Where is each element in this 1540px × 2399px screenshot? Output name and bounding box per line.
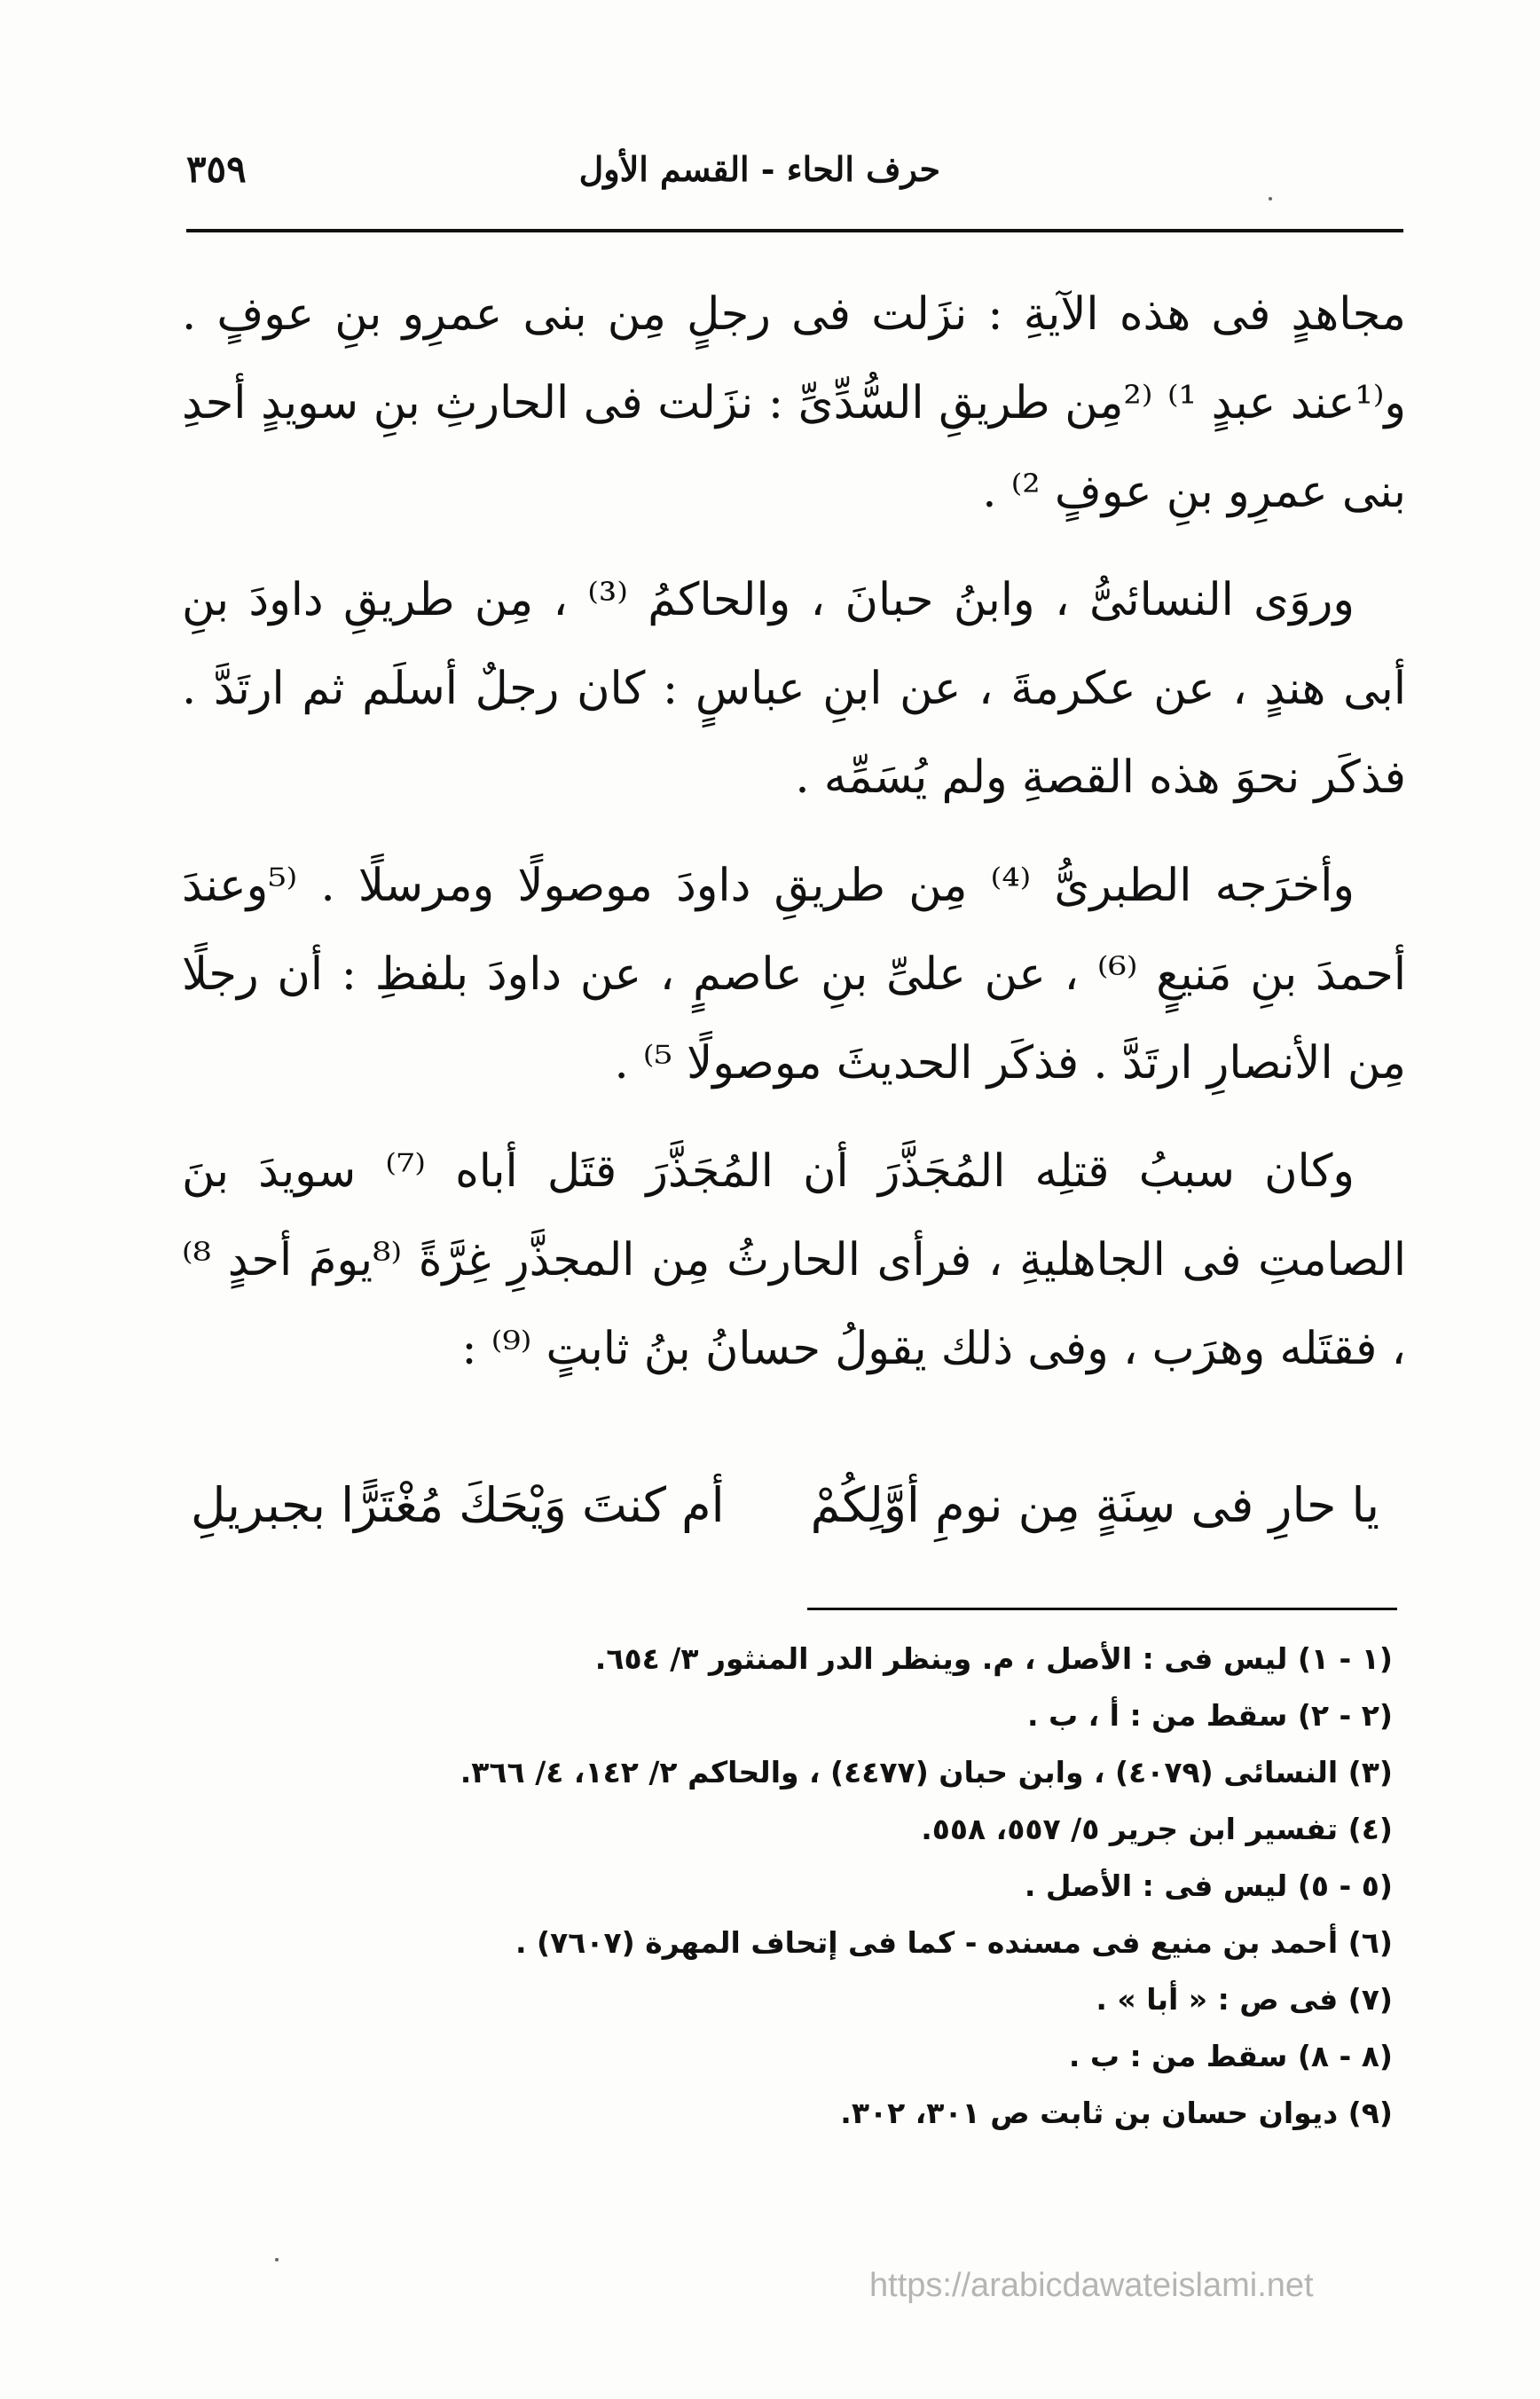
footnote: (٤) تفسير ابن جرير ٥/ ٥٥٧، ٥٥٨. xyxy=(921,1812,1393,1846)
paragraph: وكان سببُ قتلِه المُجَذَّرَ أن المُجَذَّرَ قتَل أباه ⁽⁷⁾ سويدَ بنَ الصامتِ فى الجاهليةِ ، فرأى الحارثُ مِن المجذَّرِ غِرَّةً ⁽⁸يومَ أحدٍ ⁸⁾ ، فقتَله وهرَب ، وفى ذلك يقولُ حسانُ بنُ ثابتٍ ⁽⁹⁾ : xyxy=(182,1145,1406,1375)
page-number: ٣٥٩ xyxy=(186,147,247,191)
verse-second-hemistich: أم كنتَ وَيْحَكَ مُغْتَرًّا بجبريلِ xyxy=(191,1477,725,1533)
footnote: (٨ - ٨) سقط من : ب . xyxy=(1068,2039,1393,2073)
footnote: (٢ - ٢) سقط من : أ ، ب . xyxy=(1026,1698,1393,1733)
footnote: (٣) النسائى (٤٠٧٩) ، وابن حبان (٤٤٧٧) ، والحاكم ٢/ ١٤٢، ٤/ ٣٦٦. xyxy=(460,1755,1393,1789)
watermark-url: https://arabicdawateislami.net xyxy=(869,2267,1314,2304)
header-rule xyxy=(186,229,1403,232)
paragraph: مجاهدٍ فى هذه الآيةِ : نزَلت فى رجلٍ مِن بنى عمرِو بنِ عوفٍ . و⁽¹عند عبدٍ ¹⁾ ⁽²مِن طريقِ السُّدِّىِّ : نزَلت فى الحارثِ بنِ سويدٍ أحدِ بنى عمرِو بنِ عوفٍ ²⁾ . xyxy=(182,288,1406,518)
footnote: (١ - ١) ليس فى : الأصل ، م. وينظر الدر المنثور ٣/ ٦٥٤. xyxy=(594,1641,1393,1676)
scan-speck xyxy=(275,2258,279,2261)
footnotes xyxy=(266,1631,1393,2142)
footnote: (٥ - ٥) ليس فى : الأصل . xyxy=(1024,1868,1393,1903)
paragraph: وروَى النسائىُّ ، وابنُ حبانَ ، والحاكمُ ⁽³⁾ ، مِن طريقِ داودَ بنِ أبى هندٍ ، عن عكرمةَ ، عن ابنِ عباسٍ : كان رجلٌ أسلَم ثم ارتَدَّ . فذكَر نحوَ هذه القصةِ ولم يُسَمِّه . xyxy=(182,574,1406,804)
page-header xyxy=(186,142,1402,197)
paragraph: وأخرَجه الطبرىُّ ⁽⁴⁾ مِن طريقِ داودَ موصولًا ومرسلًا . ⁽⁵وعندَ أحمدَ بنِ مَنيعٍ ⁽⁶⁾ ، عن علىِّ بنِ عاصمٍ ، عن داودَ بلفظِ : أن رجلًا مِن الأنصارِ ارتَدَّ . فذكَر الحديثَ موصولًا ⁵⁾ . xyxy=(182,860,1406,1089)
running-title: حرف الحاء - القسم الأول xyxy=(578,149,940,189)
footnote: (٩) ديوان حسان بن ثابت ص ٣٠١، ٣٠٢. xyxy=(840,2096,1393,2130)
main-text xyxy=(182,271,1406,1413)
poetry-verse xyxy=(191,1468,1397,1557)
footnote: (٧) فى ص : « أبا » . xyxy=(1096,1982,1393,2017)
footnote-separator xyxy=(807,1608,1397,1610)
scan-speck xyxy=(1269,197,1272,201)
footnote: (٦) أحمد بن منيع فى مسنده - كما فى إتحاف المهرة (٧٦٠٧) . xyxy=(515,1925,1393,1960)
verse-first-hemistich: يا حارِ فى سِنَةٍ مِن نومِ أوَّلِكُمْ xyxy=(810,1477,1379,1533)
